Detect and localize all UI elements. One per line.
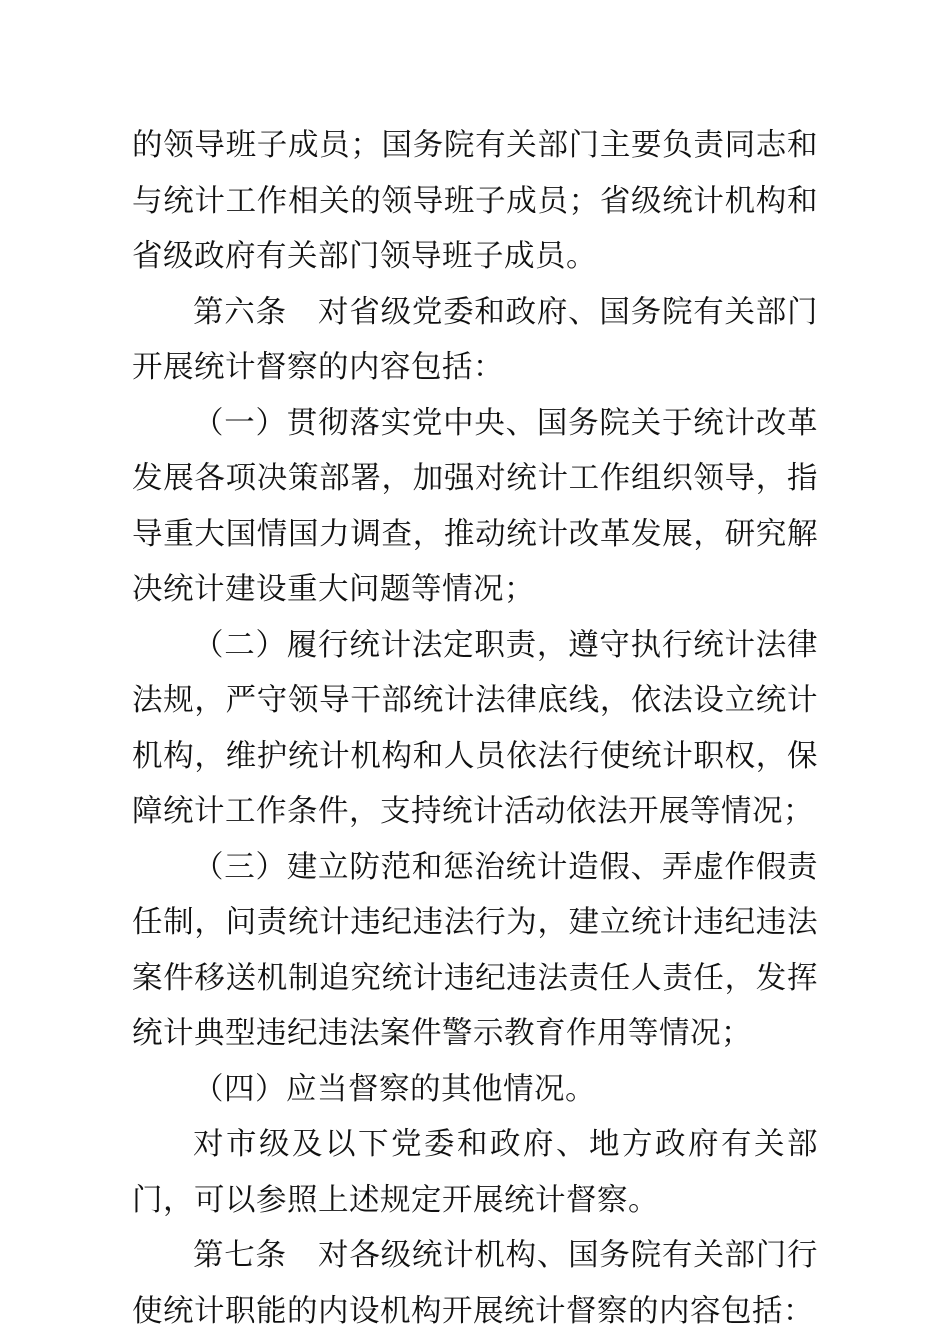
paragraph-item-three: （三）建立防范和惩治统计造假、弄虚作假责任制，问责统计违纪违法行为，建立统计违纪违法案件移送机制追究统计违纪违法责任人责任，发挥统计典型违纪违法案件警示教育作用等情况；: [132, 849, 818, 1051]
paragraph-article-six: 第六条 对省级党委和政府、国务院有关部门开展统计督察的内容包括：: [132, 294, 818, 385]
document-body: [132, 118, 818, 1339]
paragraph-city-level: 对市级及以下党委和政府、地方政府有关部门，可以参照上述规定开展统计督察。: [132, 1127, 818, 1218]
paragraph-article-seven: 第七条 对各级统计机构、国务院有关部门行使统计职能的内设机构开展统计督察的内容包括：: [132, 1238, 818, 1329]
paragraph-item-one: （一）贯彻落实党中央、国务院关于统计改革发展各项决策部署，加强对统计工作组织领导，指导重大国情国力调查，推动统计改革发展，研究解决统计建设重大问题等情况；: [132, 405, 818, 607]
paragraph-item-four: （四）应当督察的其他情况。: [193, 1071, 596, 1107]
paragraph-continuation: 的领导班子成员；国务院有关部门主要负责同志和与统计工作相关的领导班子成员；省级统计机构和省级政府有关部门领导班子成员。: [132, 128, 818, 274]
paragraph-item-two: （二）履行统计法定职责，遵守执行统计法律法规，严守领导干部统计法律底线，依法设立统计机构，维护统计机构和人员依法行使统计职权，保障统计工作条件，支持统计活动依法开展等情况；: [132, 627, 818, 829]
